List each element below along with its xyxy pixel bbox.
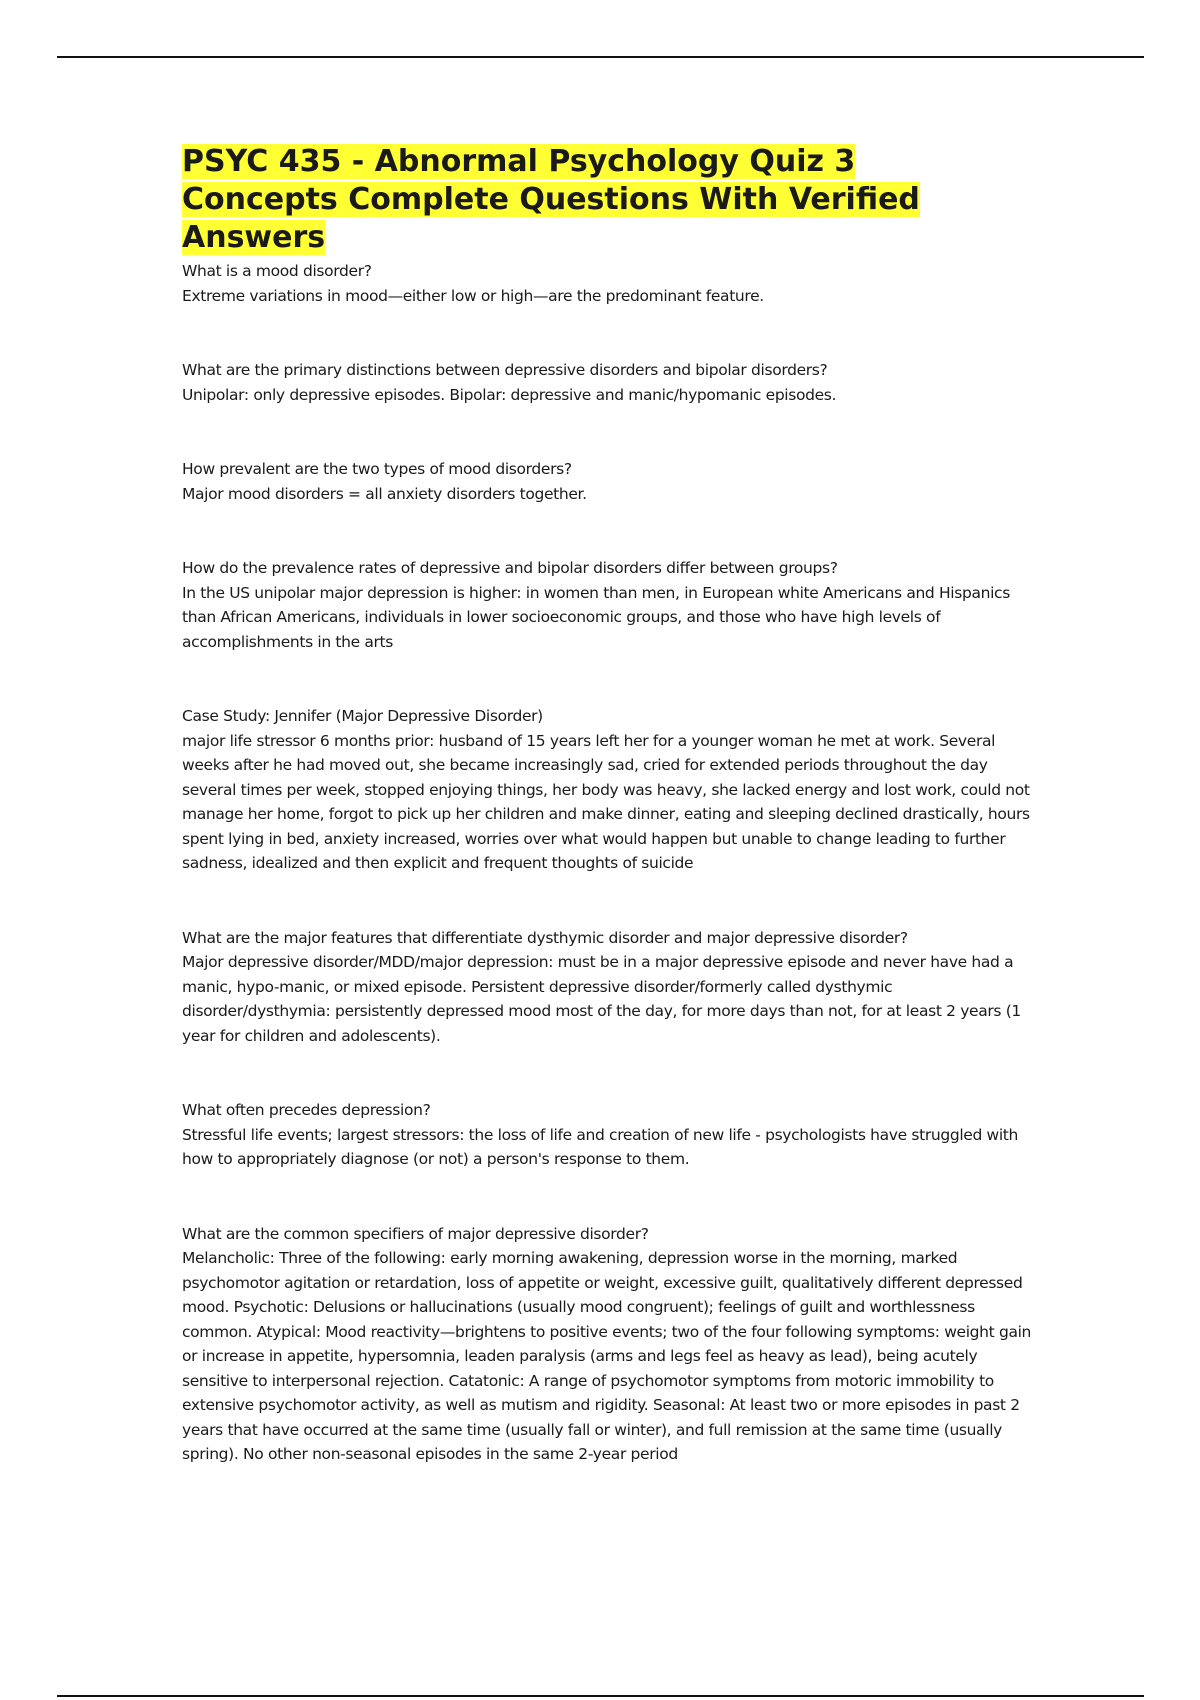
question-text: How prevalent are the two types of mood disorders? xyxy=(182,460,572,478)
qa-item xyxy=(182,358,1032,407)
answer-text: Stressful life events; largest stressors: the loss of life and creation of new life - psychologists have struggled with how to appropriately diagnose (or not) a person's response to them. xyxy=(182,1125,1019,1168)
answer-text: major life stressor 6 months prior: husband of 15 years left her for a younger woman he met at work. Several weeks after he had moved out, she became increasingly sad, cried for extended periods throughout the day several times per week, stopped enjoying things, her body was heavy, she lacked energy and lost work, could not manage her home, forgot to pick up her children and make dinner, eating and sleeping declined drastically, hours spent lying in bed, anxiety increased, worries over what would happen but unable to change leading to further sadness, idealized and then explicit and frequent thoughts of suicide xyxy=(182,731,1030,872)
qa-item xyxy=(182,457,1032,506)
question-text: What are the major features that differentiate dysthymic disorder and major depressive disorder? xyxy=(182,928,908,947)
answer-text: Unipolar: only depressive episodes. Bipolar: depressive and manic/hypomanic episodes. xyxy=(182,385,837,404)
answer-text: In the US unipolar major depression is higher: in women than men, in European white Americans and Hispanics than African Americans, individuals in lower socioeconomic groups, and those who have high levels of accomplishments in the arts xyxy=(182,583,1010,651)
document-body xyxy=(182,143,1032,1467)
top-divider xyxy=(57,56,1144,58)
qa-item xyxy=(182,556,1032,654)
qa-item xyxy=(182,259,1032,308)
answer-text: Melancholic: Three of the following: early morning awakening, depression worse in the morning, marked psychomotor agitation or retardation, loss of appetite or weight, excessive guilt, qualitatively different depressed mood. Psychotic: Delusions or hallucinations (usually mood congruent); feelings of guilt and worthlessness common. Atypical: Mood reactivity—brightens to positive events; two of the four following symptoms: weight gain or increase in appetite, hypersomnia, leaden paralysis (arms and legs feel as heavy as lead), being acutely sensitive to interpersonal rejection. Catatonic: A range of psychomotor symptoms from motoric immobility to extensive psychomotor activity, as well as mutism and rigidity. Seasonal: At least two or more episodes in past 2 years that have occurred at the same time (usually fall or winter), and full remission at the same time (usually spring). No other non-seasonal episodes in the same 2-year period xyxy=(182,1249,1032,1463)
question-text: How do the prevalence rates of depressive and bipolar disorders differ between groups? xyxy=(182,559,838,577)
question-text: What are the common specifiers of major depressive disorder? xyxy=(182,1224,649,1243)
qa-item xyxy=(182,926,1032,1049)
answer-text: Extreme variations in mood—either low or high—are the predominant feature. xyxy=(182,286,764,305)
title-highlight: PSYC 435 - Abnormal Psychology Quiz 3 Concepts Complete Questions With Verified Answers xyxy=(182,144,920,255)
question-text: Case Study: Jennifer (Major Depressive Disorder) xyxy=(182,707,543,725)
question-text: What is a mood disorder? xyxy=(182,262,372,280)
answer-text: Major mood disorders = all anxiety disorders together. xyxy=(182,484,587,503)
question-text: What are the primary distinctions between depressive disorders and bipolar disorders? xyxy=(182,361,828,379)
question-text: What often precedes depression? xyxy=(182,1101,431,1119)
bottom-divider xyxy=(57,1695,1144,1697)
qa-item xyxy=(182,1098,1032,1172)
answer-text: Major depressive disorder/MDD/major depression: must be in a major depressive episode and never have had a manic, hypo-manic, or mixed episode. Persistent depressive disorder/formerly called dysthymic disorder/dysthymia: persistently depressed mood most of the day, for more days than not, for at least 2 years (1 year for children and adolescents). xyxy=(182,953,1021,1045)
qa-item xyxy=(182,1222,1032,1467)
document-title xyxy=(182,143,1002,257)
qa-item xyxy=(182,704,1032,876)
